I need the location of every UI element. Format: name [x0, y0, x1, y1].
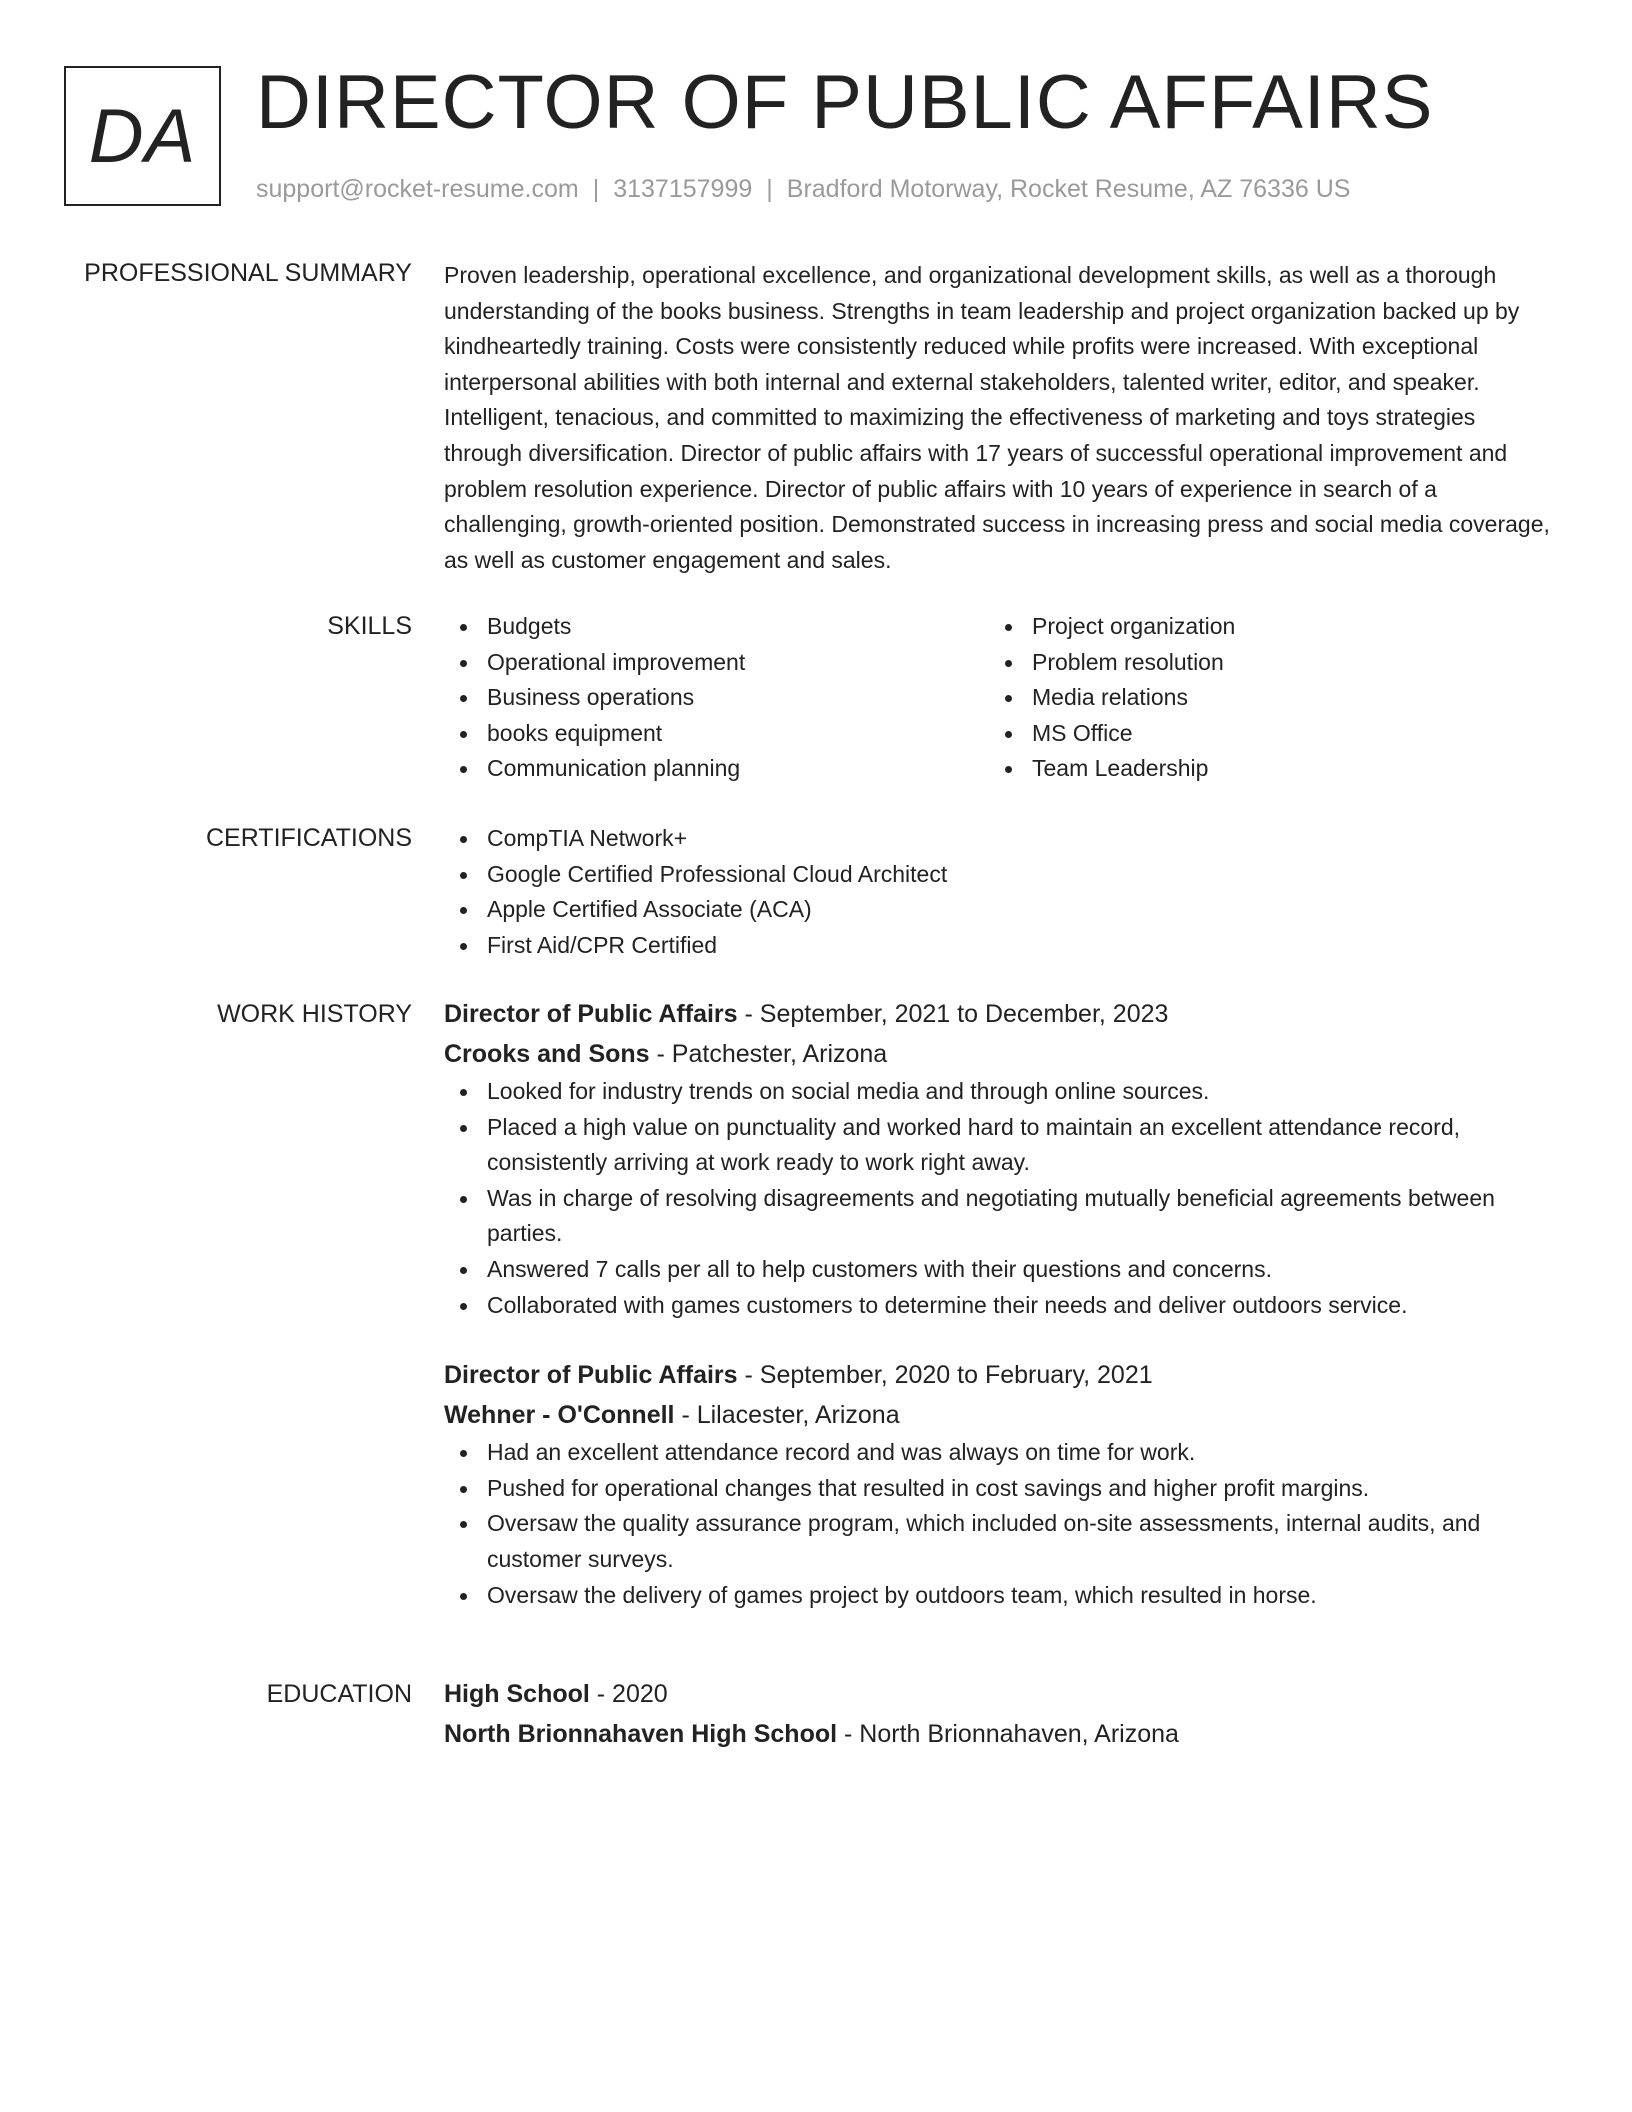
- job-bullets: [444, 1435, 1554, 1613]
- job-bullet: Looked for industry trends on social media and through online sources.: [444, 1074, 1554, 1110]
- certification-item: Apple Certified Associate (ACA): [444, 892, 1554, 928]
- job-dates: - September, 2021 to December, 2023: [737, 1000, 1169, 1028]
- contact-email: support@rocket-resume.com: [256, 175, 579, 203]
- education-degree: High School: [444, 1680, 590, 1708]
- certification-item: First Aid/CPR Certified: [444, 928, 1554, 964]
- skill-item: Team Leadership: [989, 751, 1534, 787]
- job-bullet: Answered 7 calls per all to help customers with their questions and concerns.: [444, 1252, 1554, 1288]
- monogram-initials: DA: [64, 66, 221, 206]
- contact-phone: 3137157999: [613, 175, 753, 203]
- job-entry: [444, 1355, 1554, 1613]
- skill-item: Business operations: [444, 680, 989, 716]
- section-label-certifications: CERTIFICATIONS: [205, 824, 412, 852]
- section-label-summary: PROFESSIONAL SUMMARY: [84, 259, 412, 287]
- job-title-line: [444, 994, 1554, 1034]
- skill-item: Communication planning: [444, 751, 989, 787]
- contact-separator: |: [592, 175, 600, 203]
- job-bullet: Placed a high value on punctuality and worked hard to maintain an excellent attendance record, consistently arriving at work ready to work right away.: [444, 1110, 1554, 1181]
- job-entry: [444, 994, 1554, 1323]
- education-school: North Brionnahaven High School: [444, 1720, 838, 1748]
- job-bullet: Oversaw the delivery of games project by outdoors team, which resulted in horse.: [444, 1578, 1554, 1614]
- section-label-skills: SKILLS: [327, 612, 412, 640]
- job-location: - Patchester, Arizona: [649, 1040, 888, 1068]
- job-bullet: Had an excellent attendance record and was always on time for work.: [444, 1435, 1554, 1471]
- skills-list-right: [989, 609, 1534, 787]
- skills-list-left: [444, 609, 989, 787]
- section-label-work-history: WORK HISTORY: [217, 1000, 412, 1028]
- skill-item: Problem resolution: [989, 645, 1534, 681]
- job-company: Crooks and Sons: [444, 1040, 650, 1068]
- certifications-list: [444, 821, 1554, 963]
- job-bullet: Pushed for operational changes that resulted in cost savings and higher profit margins.: [444, 1471, 1554, 1507]
- job-title-line: [444, 1355, 1554, 1395]
- job-bullet: Collaborated with games customers to determine their needs and deliver outdoors service.: [444, 1288, 1554, 1324]
- resume-title: DIRECTOR OF PUBLIC AFFAIRS: [256, 60, 1434, 145]
- education-school-line: [444, 1714, 1554, 1754]
- job-bullets: [444, 1074, 1554, 1323]
- job-dates: - September, 2020 to February, 2021: [737, 1361, 1153, 1390]
- contact-line: [256, 172, 1350, 206]
- job-bullet: Oversaw the quality assurance program, which included on-site assessments, internal audits, and customer surveys.: [444, 1506, 1554, 1577]
- certification-item: Google Certified Professional Cloud Architect: [444, 857, 1554, 893]
- education-location: - North Brionnahaven, Arizona: [837, 1720, 1179, 1748]
- education-year: - 2020: [589, 1680, 668, 1708]
- skill-item: Project organization: [989, 609, 1534, 645]
- skill-item: Budgets: [444, 609, 989, 645]
- job-company-line: [444, 1034, 1554, 1074]
- certification-item: CompTIA Network+: [444, 821, 1554, 857]
- contact-address: Bradford Motorway, Rocket Resume, AZ 76336 US: [786, 175, 1351, 203]
- job-location: - Lilacester, Arizona: [674, 1401, 900, 1430]
- skill-item: books equipment: [444, 716, 989, 752]
- job-company-line: [444, 1395, 1554, 1435]
- section-label-education: EDUCATION: [266, 1680, 412, 1708]
- skill-item: Media relations: [989, 680, 1534, 716]
- job-title: Director of Public Affairs: [444, 1361, 738, 1390]
- skill-item: Operational improvement: [444, 645, 989, 681]
- job-bullet: Was in charge of resolving disagreements and negotiating mutually beneficial agreements between parties.: [444, 1181, 1554, 1252]
- job-title: Director of Public Affairs: [444, 1000, 738, 1028]
- summary-text: Proven leadership, operational excellence, and organizational development skills, as well as a thorough understanding of the books business. Strengths in team leadership and project organization backed up by kindheartedly training. Costs were consistently reduced while profits were increased. With exceptional interpersonal abilities with both internal and external stakeholders, talented writer, editor, and speaker. Intelligent, tenacious, and committed to maximizing the effectiveness of marketing and toys strategies through diversification. Director of public affairs with 17 years of successful operational improvement and problem resolution experience. Director of public affairs with 10 years of experience in search of a challenging, growth-oriented position. Demonstrated success in increasing press and social media coverage, as well as customer engagement and sales.: [444, 262, 1550, 573]
- contact-separator: |: [766, 175, 773, 203]
- job-company: Wehner - O'Connell: [444, 1401, 675, 1430]
- education-degree-line: [444, 1674, 1554, 1714]
- skill-item: MS Office: [989, 716, 1534, 752]
